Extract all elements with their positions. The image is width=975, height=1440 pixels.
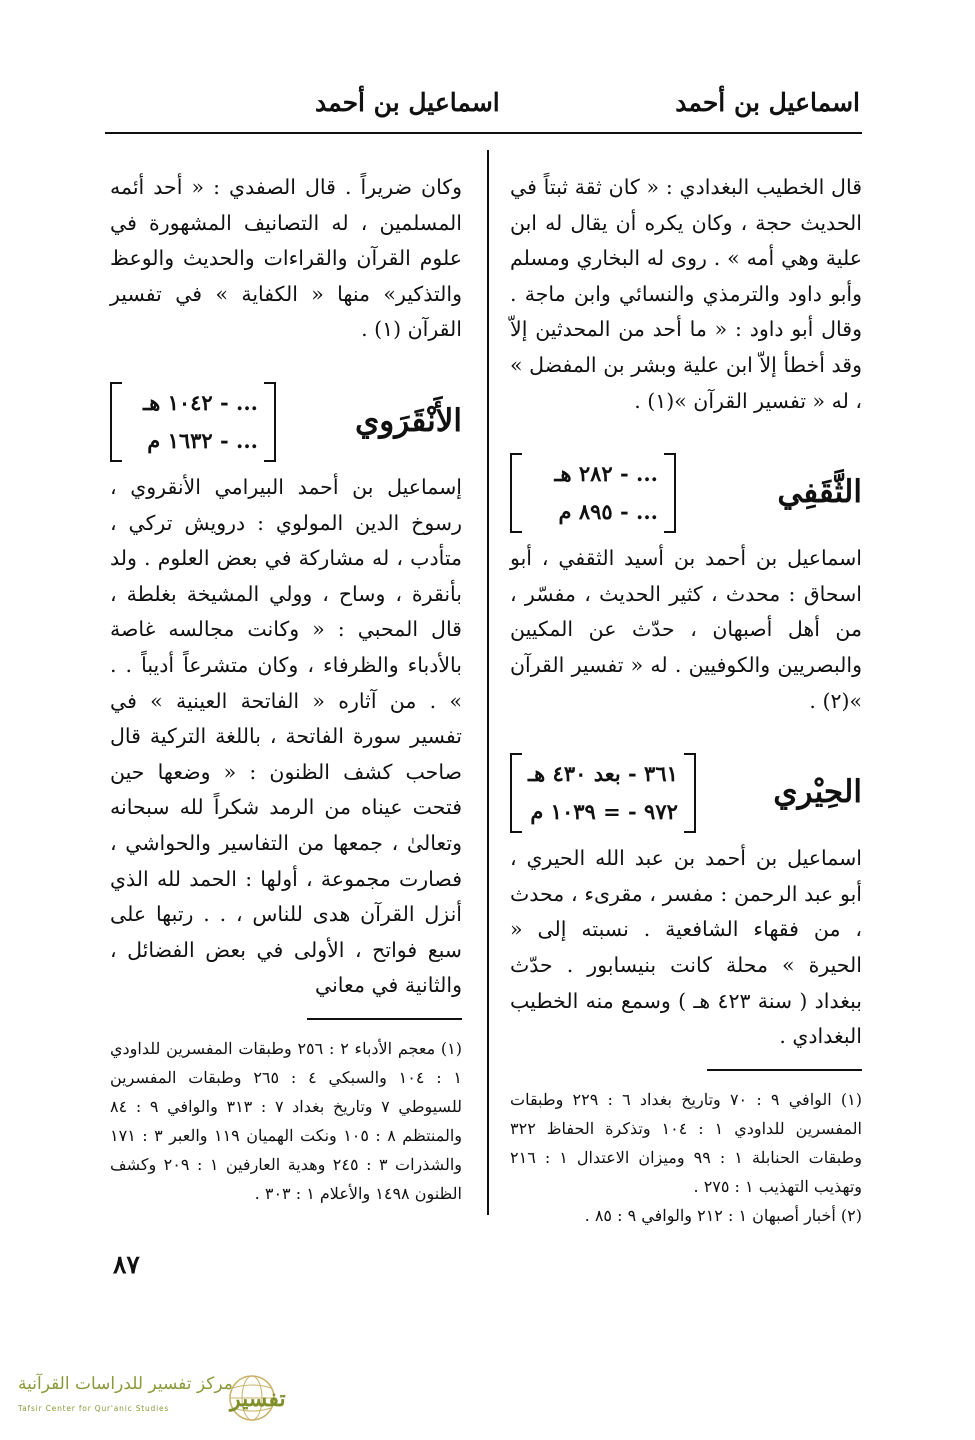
date-bracket-anqarawi: [110, 382, 276, 462]
footnote-right-2: (٢) أخبار أصبهان ١ : ٢١٢ والوافي ٩ : ٨٥ .: [584, 1205, 862, 1225]
entry-title-thaqafi: الثَّقَفِي: [777, 474, 862, 511]
logo-english-text: Tafsir Center for Qur'anic Studies: [18, 1404, 170, 1413]
running-head-right: اسماعيل بن أحمد: [675, 88, 860, 117]
footnote-left-1: (١) معجم الأدباء ٢ : ٢٥٦ وطبقات المفسرين للداودي ١ : ١٠٤ والسبكي ٤ : ٢٦٥ وطبقات المفسرين للسيوطي ٧ وتاريخ بغداد ٧ : ٣١٣ والوافي ٩ : ٨٤ والمنتظم ٨ : ١٠٥ ونكت الهميان ١١٩ والعبر ٣ : ١٧١ والشذرات ٣ : ٢٤٥ وهدية العارفين ١ : ٢٠٩ وكشف الظنون ١٤٩٨ والأعلام ١ : ٣٠٣ .: [110, 1038, 463, 1203]
column-divider: [487, 150, 489, 1215]
right-column: [510, 170, 862, 1230]
footnote-right-1: (١) الوافي ٩ : ٧٠ وتاريخ بغداد ٦ : ٢٢٩ وطبقات المفسرين للداودي ١ : ١٠٤ وتذكرة الحفاظ ٣٢٢ وطبقات الحنابلة ١ : ٩٩ وميزان الاعتدال ١ : ٢١٦ وتهذيب التهذيب ١ : ٢٧٥ .: [510, 1089, 863, 1196]
entry-header-anqarawi: [110, 382, 462, 462]
footnotes-right: [510, 1085, 862, 1230]
date-miladi-thaqafi: ... - ٨٩٥ م: [558, 499, 658, 525]
date-miladi-anqarawi: ... - ١٦٣٢ م: [147, 427, 258, 453]
date-miladi-hiri: ٩٧٢ - = ١٠٣٩ م: [530, 799, 678, 825]
entry-header-hiri: [510, 753, 862, 833]
running-head-left: اسماعيل بن أحمد: [315, 88, 500, 117]
footnote-rule-right: [707, 1069, 862, 1071]
footnotes-left: [110, 1034, 462, 1208]
date-bracket-hiri: [510, 753, 696, 833]
date-bracket-thaqafi: [510, 453, 676, 533]
logo-arabic-text: مركز تفسير للدراسات القرآنية: [18, 1374, 233, 1394]
left-intro-paragraph: وكان ضريراً . قال الصفدي : « أحد أئمه المسلمين ، له التصانيف المشهورة في علوم القرآن والقراءات والحديث والوعظ والتذكير» منها « الكفاية » في تفسير القرآن (١) .: [110, 175, 462, 342]
entry-header-thaqafi: [510, 453, 862, 533]
entry-text-hiri: اسماعيل بن أحمد بن عبد الله الحيري ، أبو عبد الرحمن : مفسر ، مقرىء ، محدث ، من فقهاء الشافعية . نسبته إلى « الحيرة » محلة كانت بنيسابور . حدّث ببغداد ( سنة ٤٢٣ هـ ) وسمع منه الخطيب البغدادي .: [510, 846, 862, 1049]
tafsir-center-logo: [18, 1372, 286, 1424]
page-number: ٨٧: [113, 1250, 140, 1279]
date-hijri-hiri: ٣٦١ - بعد ٤٣٠ هـ: [528, 761, 678, 787]
footnote-rule-left: [307, 1018, 462, 1020]
header-rule: [105, 132, 862, 134]
entry-text-thaqafi: اسماعيل بن أحمد بن أسيد الثقفي ، أبو اسحاق : محدث ، كثير الحديث ، مفسّر ، من أهل أصبهان ، حدّث عن المكيين والبصريين والكوفيين . له « تفسير القرآن »(٢) .: [510, 546, 862, 713]
date-hijri-thaqafi: ... - ٢٨٢ هـ: [554, 461, 658, 487]
date-hijri-anqarawi: ... - ١٠٤٢ هـ: [143, 389, 258, 415]
logo-word: تفسير: [230, 1386, 286, 1412]
right-intro-paragraph: قال الخطيب البغدادي : « كان ثقة ثبتاً في الحديث حجة ، وكان يكره أن يقال له ابن علية وهي أمه » . روى له البخاري ومسلم وأبو داود والترمذي والنسائي وابن ماجة . وقال أبو داود : « ما أحد من المحدثين إلاّ وقد أخطأ إلاّ ابن علية وبشر بن المفضل » ، له « تفسير القرآن »(١) .: [510, 175, 862, 413]
entry-text-anqarawi: إسماعيل بن أحمد البيرامي الأنقروي ، رسوخ الدين المولوي : درويش تركي ، متأدب ، له مشاركة في بعض العلوم . ولد بأنقرة ، وساح ، وولي المشيخة بغلطة ، قال المحبي : « وكانت مجالسه غاصة بالأدباء والظرفاء ، وكان متشرعاً أديباً . . » . من آثاره « الفاتحة العينية » في تفسير سورة الفاتحة ، باللغة التركية قال صاحب كشف الظنون : « وضعها حين فتحت عيناه من الرمد شكراً لله سبحانه وتعالىٰ ، جمعها من التفاسير والحواشي ، فصارت مجموعة ، أولها : الحمد لله الذي أنزل القرآن هدى للناس ، . . رتبها على سبع فواتح ، الأولى في بعض الفضائل ، والثانية في معاني: [110, 474, 462, 998]
left-column: [110, 170, 462, 1208]
entry-title-anqarawi: الأَنْقَرَوي: [355, 403, 462, 440]
entry-title-hiri: الحِيْري: [773, 774, 862, 811]
